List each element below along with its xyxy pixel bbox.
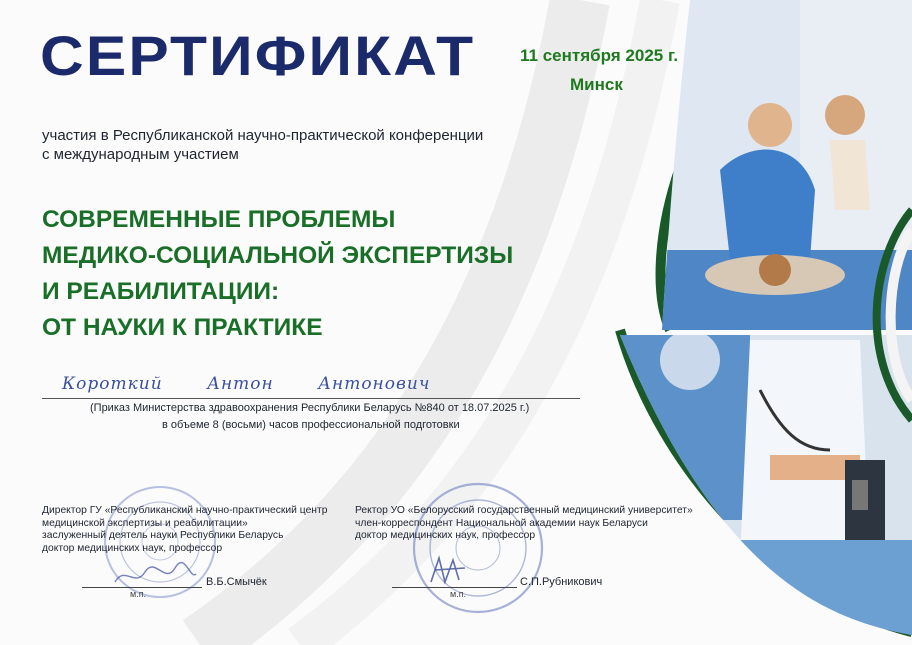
left-signatory-line-2: медицинской экспертизы и реабилитации»: [42, 517, 248, 529]
right-signatory-line-1: Ректор УО «Белорусский государственный медицинский университет»: [355, 505, 693, 516]
recipient-patronymic: Антонович: [318, 374, 431, 394]
right-signatory-line-3: доктор медицинских наук, профессор: [355, 530, 536, 541]
decorative-photo-panel: [600, 0, 912, 645]
conference-title-line-3: И РЕАБИЛИТАЦИИ:: [42, 278, 280, 305]
left-signatory-line-3: заслуженный деятель науки Республики Беларусь: [42, 530, 284, 541]
left-signatory-line-4: доктор медицинских наук, профессор: [42, 542, 223, 554]
conference-title-line-2: МЕДИКО-СОЦИАЛЬНОЙ ЭКСПЕРТИЗЫ: [42, 242, 514, 269]
conference-title: [42, 202, 513, 346]
participation-line-1: участия в Республиканской научно-практической конференции: [42, 127, 484, 144]
participation-text: [42, 126, 602, 164]
left-signature-line: [82, 587, 202, 588]
conference-title-line-4: ОТ НАУКИ К ПРАКТИКЕ: [42, 314, 323, 341]
participation-line-2: с международным участием: [42, 146, 239, 163]
right-signatory-name: С.П.Рубникович: [520, 576, 603, 588]
right-mp-label: м.п.: [450, 589, 467, 599]
right-signature-line: [392, 587, 517, 588]
name-underline: [42, 398, 580, 399]
recipient-name: [62, 374, 468, 394]
right-signature-icon: [425, 552, 485, 588]
recipient-first-name: Антон: [207, 374, 274, 394]
training-hours: в объеме 8 (восьми) часов профессиональной подготовки: [162, 419, 460, 431]
bottom-photo-doctors: [600, 330, 912, 635]
conference-title-line-1: СОВРЕМЕННЫЕ ПРОБЛЕМЫ: [42, 206, 396, 233]
event-date: 11 сентября 2025 г.: [520, 46, 679, 65]
left-signatory-name: В.Б.Смычёк: [206, 576, 267, 588]
left-signatory-line-1: Директор ГУ «Республиканский научно-практический центр: [42, 505, 328, 516]
right-signatory-line-2: член-корреспондент Национальной академии наук Беларуси: [355, 517, 648, 529]
left-mp-label: м.п.: [130, 589, 147, 599]
certificate-title: СЕРТИФИКАТ: [40, 24, 476, 87]
left-signatory-title: [42, 505, 327, 555]
right-stamp-icon: [408, 478, 548, 618]
event-city: Минск: [570, 75, 623, 94]
order-reference: (Приказ Министерства здравоохранения Республики Беларусь №840 от 18.07.2025 г.): [90, 402, 530, 414]
recipient-surname: Короткий: [62, 374, 163, 394]
left-signature-icon: [110, 560, 200, 590]
top-photo-physiotherapy: [600, 0, 912, 330]
